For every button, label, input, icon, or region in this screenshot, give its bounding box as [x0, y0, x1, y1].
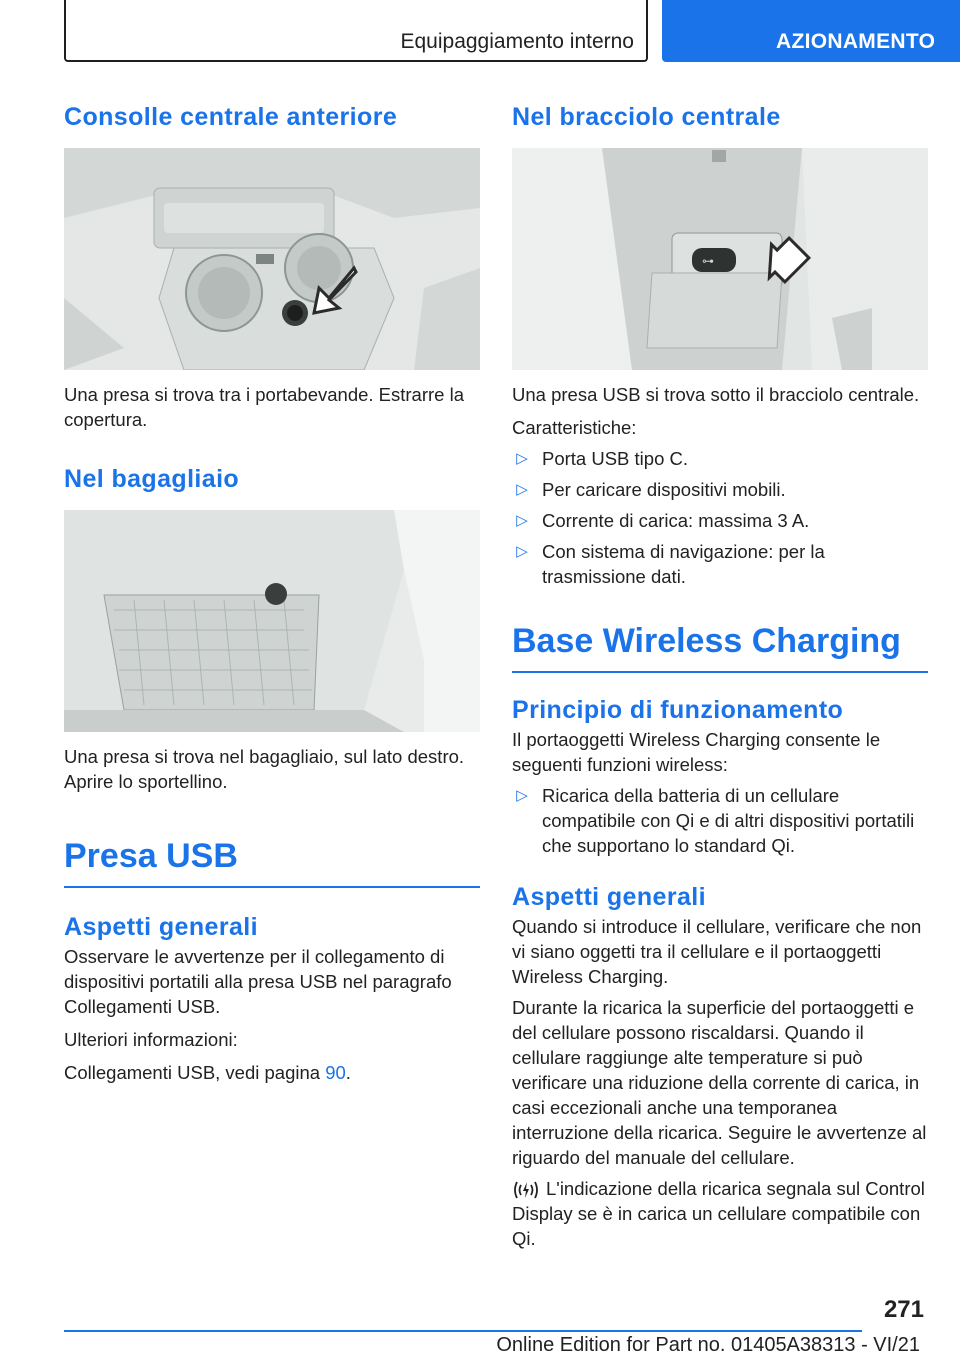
right-column: [512, 100, 928, 1251]
list-item: ▷ Corrente di carica: massima 3 A.: [512, 508, 928, 533]
triangle-right-icon: ▷: [516, 543, 528, 560]
list-item: ▷ Porta USB tipo C.: [512, 446, 928, 471]
bagagliaio-text: Una presa si trova nel bagagliaio, sul lato destro. Aprire lo sportellino.: [64, 746, 465, 792]
section-title: Equipaggiamento interno: [400, 30, 634, 53]
triangle-right-icon: ▷: [516, 787, 528, 804]
bracciolo-heading: Nel bracciolo centrale: [512, 103, 781, 131]
bagagliaio-image: [64, 510, 480, 732]
ulteriori-info: Ulteriori informazioni:: [64, 1029, 238, 1050]
aspetti-generali-text2-right: Durante la ricarica la superficie del portaoggetti e del cellulare possono riscaldarsi. Quando il cellulare raggiunge alte temperature si può verificare una riduzione della corrente di carica, in casi eccezionali anche una temporanea interruzione della ricarica. Seguire le avvertenze al riguardo del manuale del cellulare.: [512, 997, 927, 1168]
principio-text: Il portaoggetti Wireless Charging consente le seguenti funzioni wireless:: [512, 729, 881, 775]
wireless-charging-heading: Base Wireless Charging: [512, 619, 928, 673]
consolle-heading: Consolle centrale anteriore: [64, 103, 398, 131]
wireless-charging-icon: [512, 1179, 540, 1201]
usb-link-suffix: .: [345, 1062, 351, 1083]
bracciolo-image: [512, 148, 928, 370]
consolle-text: Una presa si trova tra i portabevande. Estrarre la copertura.: [64, 384, 464, 430]
usb-link-paragraph: [64, 1060, 480, 1085]
caratteristiche-label: Caratteristiche:: [512, 417, 637, 438]
indicator-paragraph: [512, 1176, 928, 1251]
header-section-tab: [64, 0, 648, 62]
consolle-image: [64, 148, 480, 370]
list-item: ▷ Per caricare dispositivi mobili.: [512, 477, 928, 502]
page-number: 271: [883, 1296, 924, 1323]
features-list: [512, 446, 928, 589]
presa-usb-heading: Presa USB: [64, 834, 480, 888]
triangle-right-icon: ▷: [516, 450, 528, 467]
chapter-title: AZIONAMENTO: [776, 30, 936, 53]
left-column: [64, 100, 480, 1085]
footer-divider: [64, 1330, 862, 1332]
bracciolo-text: Una presa USB si trova sotto il bracciolo centrale.: [512, 384, 920, 405]
aspetti-generali-text-left: Osservare le avvertenze per il collegamento di dispositivi portatili alla presa USB nel paragrafo Collegamenti USB.: [64, 946, 452, 1017]
usb-link-prefix: Collegamenti USB, vedi pagina: [64, 1062, 326, 1083]
aspetti-generali-heading-left: Aspetti generali: [64, 913, 258, 941]
triangle-right-icon: ▷: [516, 512, 528, 529]
list-item: ▷ Ricarica della batteria di un cellulare compatibile con Qi e di altri dispositivi portatili che supportano lo standard Qi.: [512, 783, 928, 858]
svg-text:⊶: ⊶: [702, 254, 714, 268]
principio-list: [512, 783, 928, 858]
principio-heading: Principio di funzionamento: [512, 696, 844, 724]
bagagliaio-heading: Nel bagagliaio: [64, 465, 240, 493]
header-chapter-tab: [662, 0, 960, 62]
indicator-text: L'indicazione della ricarica segnala sul Control Display se è in carica un cellulare compatibile con Qi.: [512, 1178, 925, 1249]
aspetti-generali-heading-right: Aspetti generali: [512, 883, 706, 911]
aspetti-generali-text1-right: Quando si introduce il cellulare, verificare che non vi siano oggetti tra il cellulare e il portaoggetti Wireless Charging.: [512, 916, 922, 987]
edition-text: Online Edition for Part no. 01405A38313 - VI/21: [496, 1334, 920, 1356]
page-90-link[interactable]: 90: [325, 1062, 346, 1083]
list-item: ▷ Con sistema di navigazione: per la trasmissione dati.: [512, 539, 928, 589]
triangle-right-icon: ▷: [516, 481, 528, 498]
